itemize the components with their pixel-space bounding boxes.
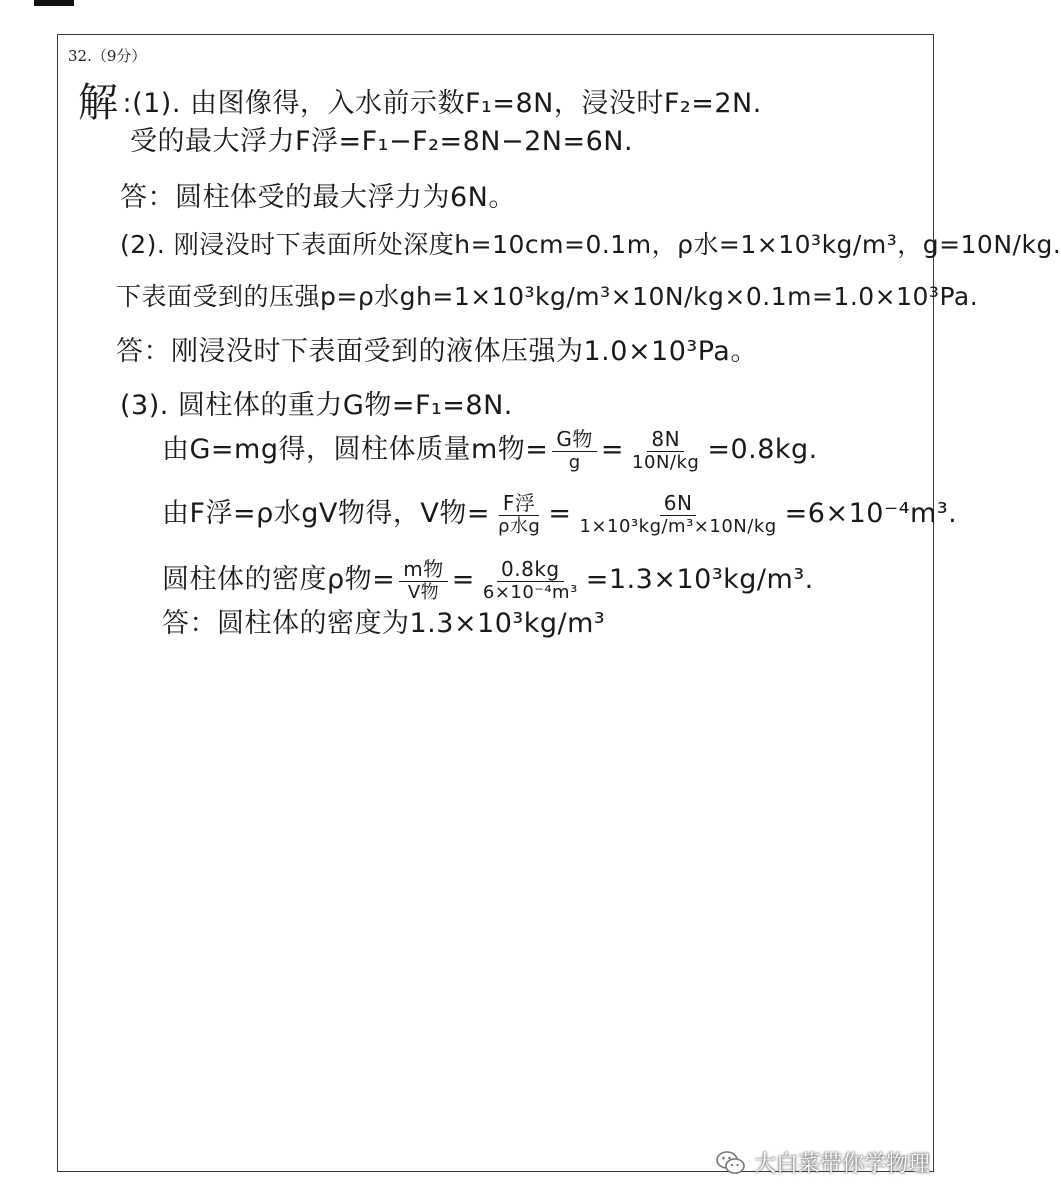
answer-line-3: 答：圆柱体的密度为1.3×10³kg/m³ (162, 608, 606, 639)
solution-line-1: 解 :(1). 由图像得，入水前示数F₁=8N，浸没时F₂=2N. (78, 80, 762, 126)
wechat-icon (716, 1150, 746, 1176)
fraction-6n-over-expr: $\frac{6N}{\text{1×10³kg/m³×10N/kg}}$ (579, 490, 777, 537)
answer-line-2: 答：刚浸没时下表面受到的液体压强为1.0×10³Pa。 (116, 336, 758, 367)
fraction-8n-over-10n: $\frac{8N}{10N/kg}$ (632, 426, 700, 473)
density-calc-line: 圆柱体的密度ρ物= $\frac{\text{m物}}{\text{V物}}$ = $\frac{0.8kg}{\text{6×10⁻⁴m³}}$ =1.3×10³kg/m³. (162, 556, 814, 603)
fraction-mass-over-volume: $\frac{0.8kg}{\text{6×10⁻⁴m³}}$ (482, 556, 578, 603)
fraction-f-over-rho-g: $\frac{\text{F浮}}{\text{ρ水g}}$ (498, 490, 541, 537)
solution-line-4: (2). 刚浸没时下表面所处深度h=10cm=0.1m，ρ水=1×10³kg/m³，g=10N/kg. (120, 230, 1061, 259)
answer-box (57, 34, 1061, 1172)
solve-mark: 解 (78, 80, 119, 126)
solution-line-5: 下表面受到的压强p=ρ水gh=1×10³kg/m³×10N/kg×0.1m=1.0×10³Pa. (116, 282, 979, 311)
solution-line-2: 受的最大浮力F浮=F₁−F₂=8N−2N=6N. (130, 126, 634, 157)
mass-calc-line: 由G=mg得，圆柱体质量m物= $\frac{\text{G物}}{g}$ = $\frac{8N}{10N/kg}$ =0.8kg. (162, 426, 818, 473)
question-number: 32.（9分） (68, 47, 147, 65)
fraction-m-over-v: $\frac{\text{m物}}{\text{V物}}$ (399, 558, 447, 604)
solution-line-7: (3). 圆柱体的重力G物=F₁=8N. (120, 390, 513, 421)
watermark (716, 1147, 930, 1178)
corner-mark (34, 0, 74, 6)
volume-calc-line: 由F浮=ρ水gV物得，V物= $\frac{\text{F浮}}{\text{ρ水g}}$ = $\frac{6N}{\text{1×10³kg/m³×10N/kg}}$ =6×10⁻⁴m³. (162, 490, 958, 537)
answer-line-1: 答：圆柱体受的最大浮力为6N。 (120, 182, 516, 213)
watermark-text: 大白菜带你学物理 (753, 1152, 930, 1177)
fraction-g-over-g: $\frac{\text{G物}}{g}$ (552, 428, 597, 474)
